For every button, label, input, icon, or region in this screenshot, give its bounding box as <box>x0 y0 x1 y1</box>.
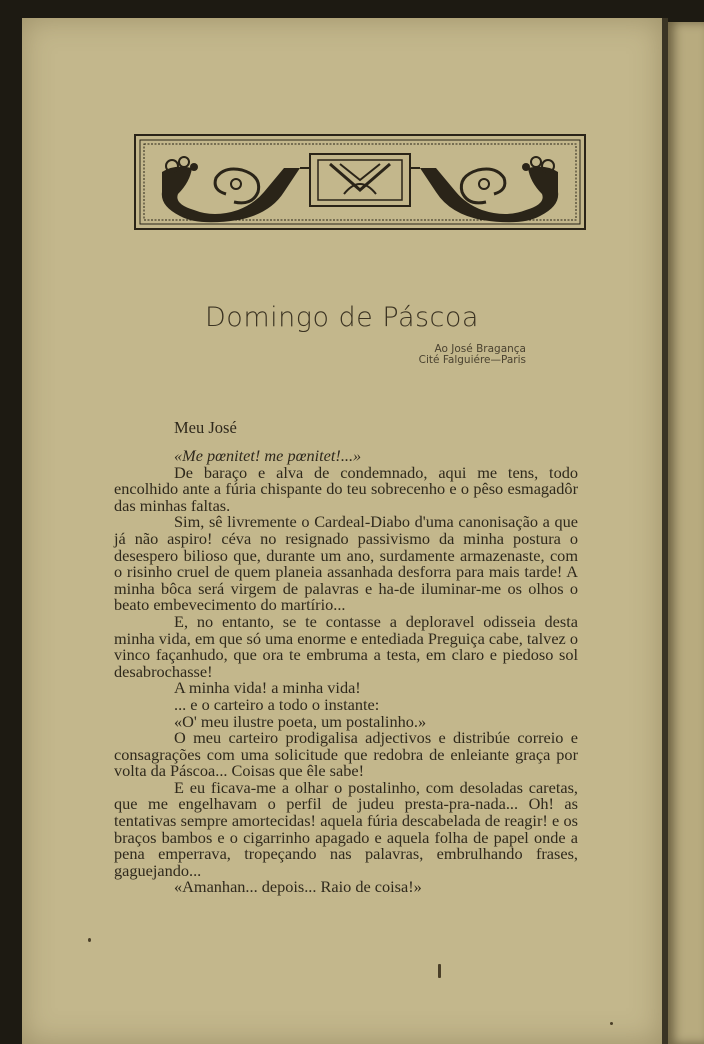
dedication-line: Ao José Bragança <box>434 343 526 355</box>
paragraph: Sim, sê livremente o Cardeal-Diabo d'uma canonisação a que já não aspiro! céva no resignado passivismo da minha postura o desespero bilioso que, durante um ano, surdamente armazenaste, com o risinho cruel de quem planeia assanhada desforra para mais tarde! A minha bôca será virgem de palavras e ha-de iluminar-me os olhos o beato embevecimento do martírio... <box>114 512 578 615</box>
paragraph: O meu carteiro prodigalisa adjectivos e distribúe correio e consagrações com uma solicitude que redobra de enleiante graça por volta da Páscoa... Coisas que êle sabe! <box>114 728 578 781</box>
dedication <box>419 344 526 366</box>
paragraph: «O' meu ilustre poeta, um postalinho.» <box>174 711 427 731</box>
page-title: Domingo de Páscoa <box>205 302 479 333</box>
dedication-line: Cité Falguiére—Paris <box>418 354 526 366</box>
paragraph: ... e o carteiro a todo o instante: <box>174 694 380 714</box>
paragraph: «Amanhan... depois... Raio de coisa!» <box>174 877 422 897</box>
paper-speck <box>438 964 441 978</box>
letter-body <box>114 448 578 896</box>
adjacent-page-edge <box>668 22 704 1044</box>
paper-speck <box>610 1022 613 1025</box>
paragraph: E, no entanto, se te contasse a deploravel odisseia desta minha vida, em que só uma enorme e entediada Preguiça cabe, talvez o vinco façanhudo, que ora te embruma a testa, em claro e piedoso sol desabrochasse! <box>114 611 578 681</box>
paragraph: De baraço e alva de condemnado, aqui me tens, todo encolhido ante a fúria chispante do teu sobrecenho e o pêso esmagadôr das minhas faltas. <box>114 462 578 515</box>
paper-speck <box>88 938 91 942</box>
paragraph: A minha vida! a minha vida! <box>174 678 361 698</box>
salutation: Meu José <box>174 418 237 437</box>
paragraph: «Me pœnitet! me pœnitet!...» <box>174 446 362 465</box>
decorative-headpiece <box>134 134 586 230</box>
paragraph: E eu ficava-me a olhar o postalinho, com desoladas caretas, que me engelhavam o perfil de judeu presta-pra-nada... Oh! as tentativas sempre amortecidas! aquela fúria descabelada de reagir! e os braços bambos e o cigarrinho apagado e aquela folha de papel onde a pena emperrava, tropeçando nas palavras, embrulhando frases, gaguejando... <box>114 777 578 880</box>
book-page <box>22 18 662 1044</box>
